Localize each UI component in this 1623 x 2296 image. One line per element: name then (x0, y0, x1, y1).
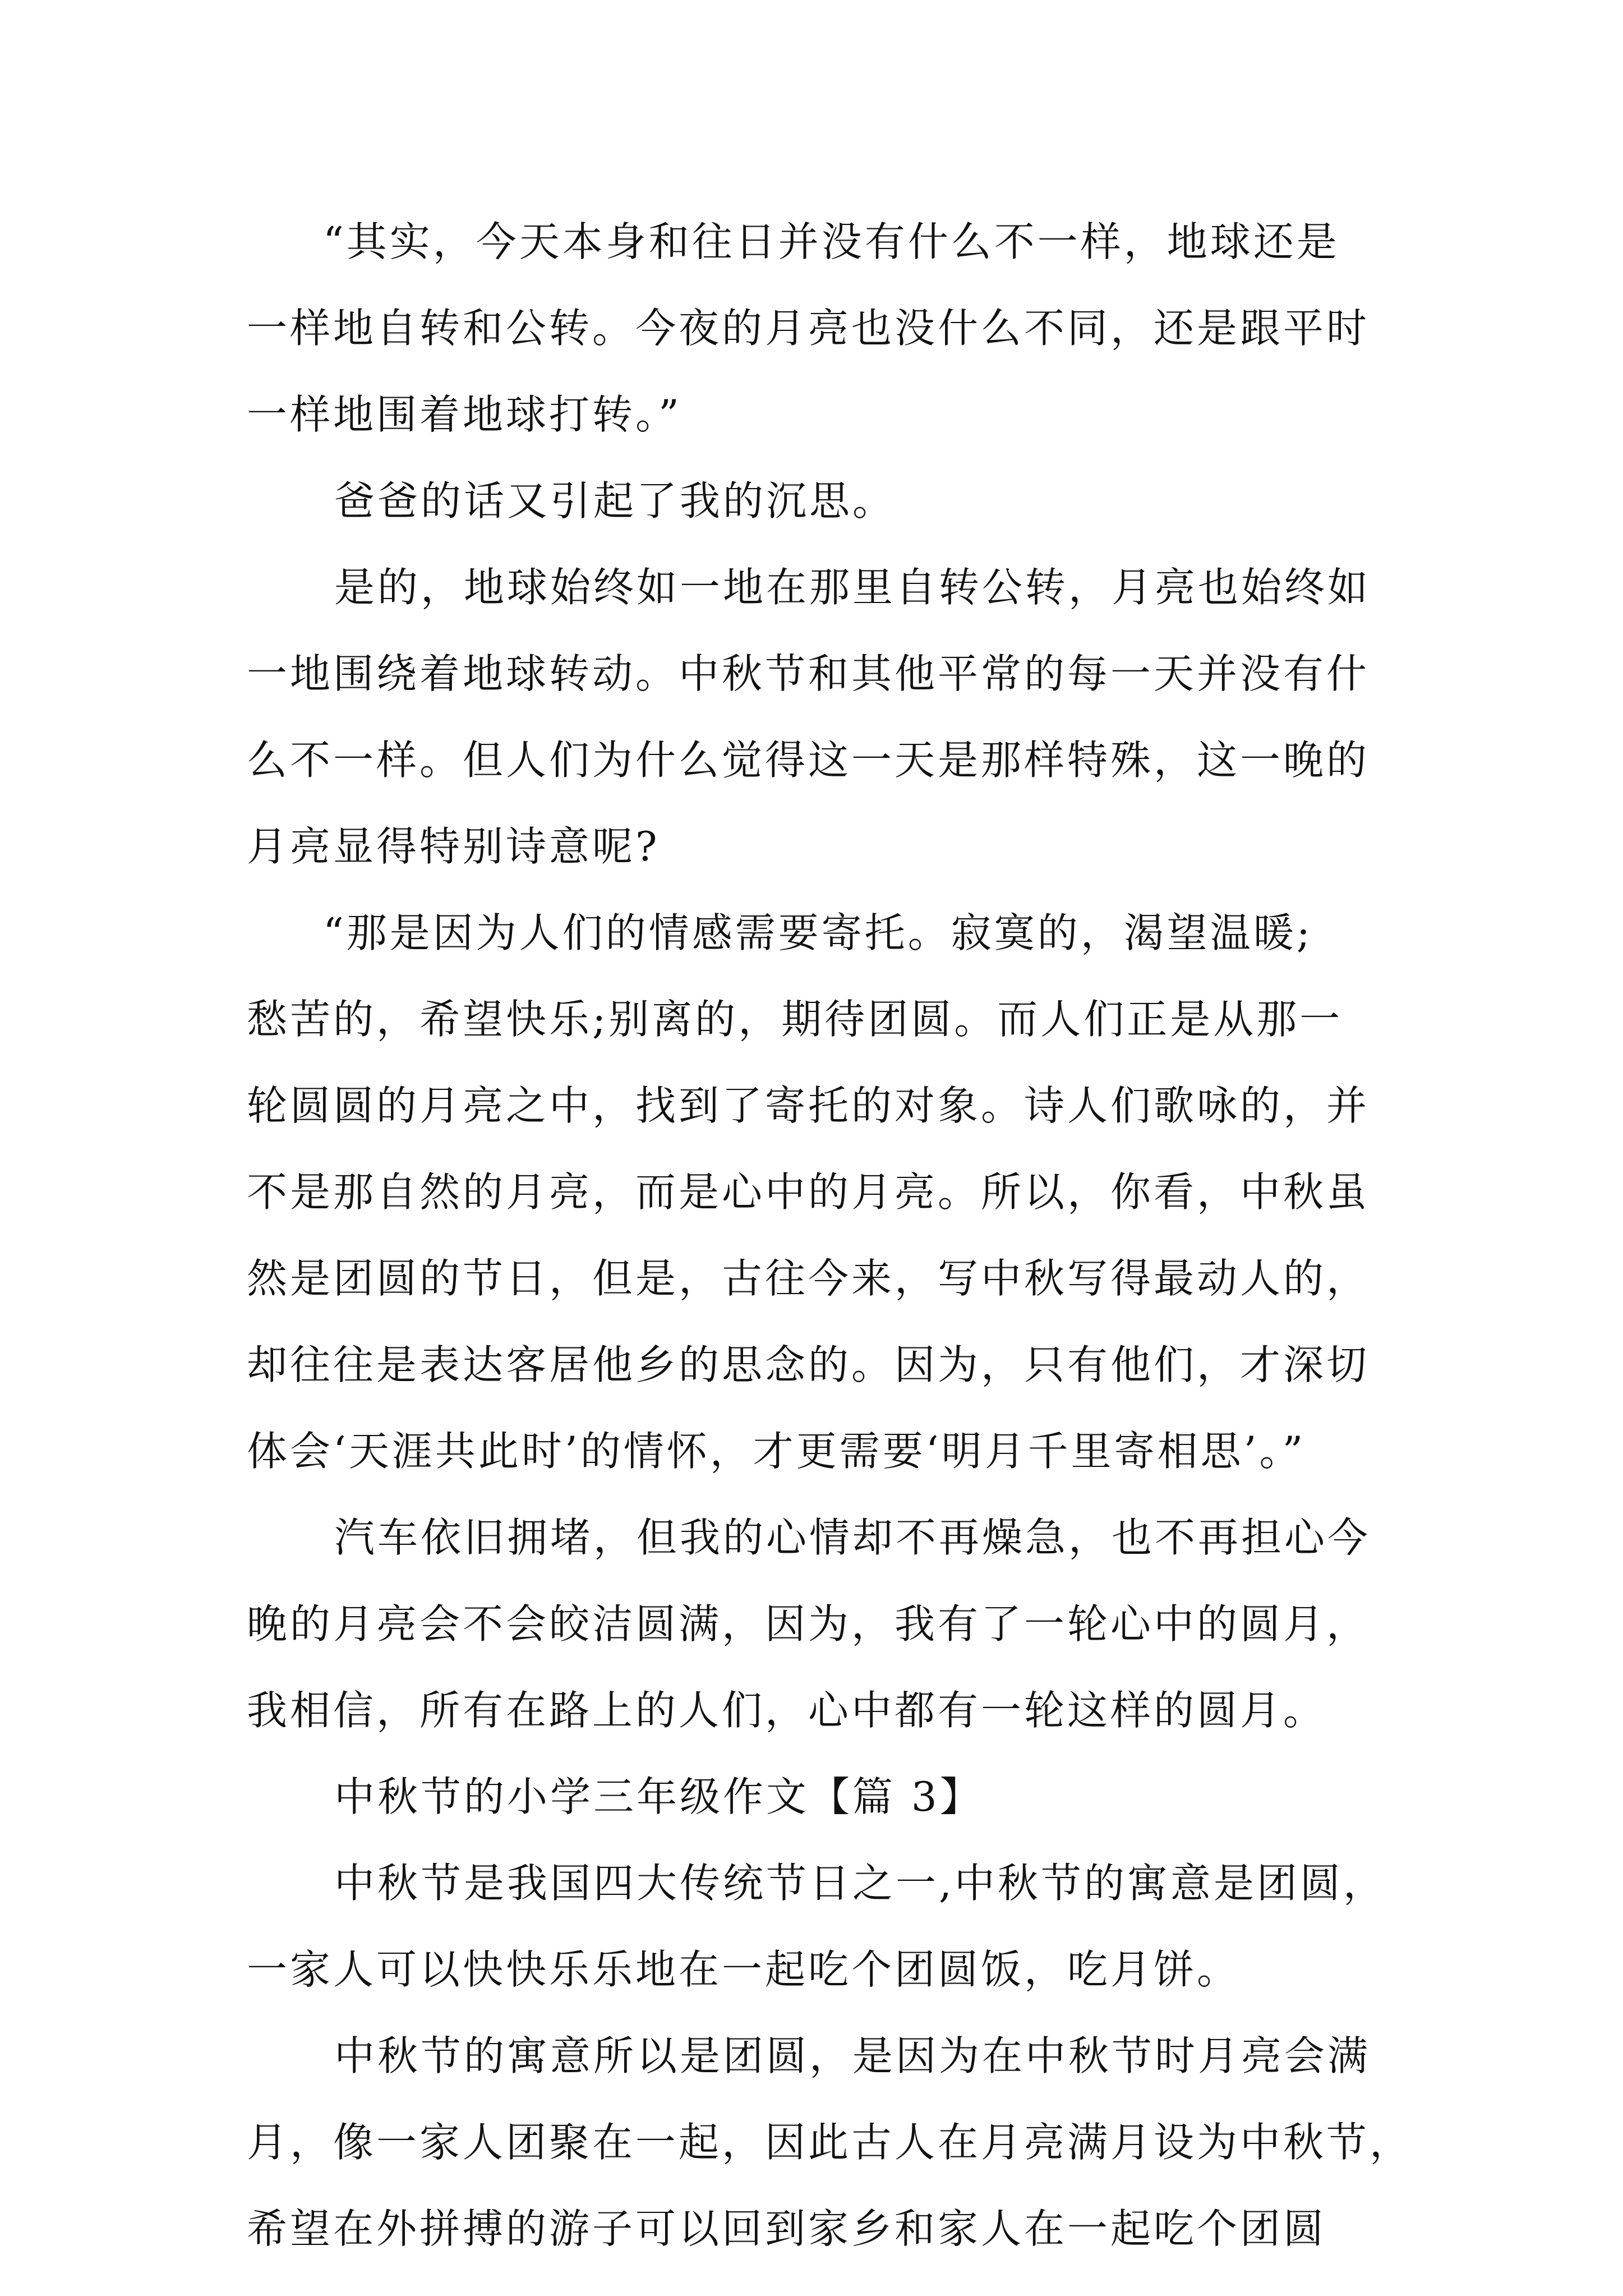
text-line: 我相信，所有在路上的人们，心中都有一轮这样的圆月。 (247, 1687, 1327, 1734)
text-line: 愁苦的，希望快乐;别离的，期待团圆。而人们正是从那一 (247, 996, 1343, 1043)
text-line: 么不一样。但人们为什么觉得这一天是那样特殊，这一晚的 (247, 737, 1370, 784)
text-line: 月亮显得特别诗意呢? (247, 823, 660, 870)
section-heading: 中秋节的小学三年级作文【篇 3】 (334, 1773, 983, 1820)
text-line: 轮圆圆的月亮之中，找到了寄托的对象。诗人们歌咏的，并 (247, 1082, 1370, 1129)
text-line: 体会‘天涯共此时’的情怀，才更需要‘明月千里寄相思’。” (247, 1428, 1306, 1475)
text-line: 中秋节的寓意所以是团圆，是因为在中秋节时月亮会满 (334, 2032, 1371, 2079)
text-line: 一样地围着地球打转。” (247, 391, 682, 438)
text-line: 一家人可以快快乐乐地在一起吃个团圆饭，吃月饼。 (247, 1946, 1241, 1993)
text-line: “其实，今天本身和往日并没有什么不一样，地球还是 (323, 218, 1340, 265)
text-line: 一样地自转和公转。今夜的月亮也没什么不同，还是跟平时 (247, 305, 1370, 352)
text-line: 爸爸的话又引起了我的沉思。 (334, 477, 896, 524)
text-line: 是的，地球始终如一地在那里自转公转，月亮也始终如 (334, 564, 1371, 611)
text-line: 月，像一家人团聚在一起，因此古人在月亮满月设为中秋节， (247, 2119, 1413, 2166)
text-line: 中秋节是我国四大传统节日之一,中秋节的寓意是团圆， (334, 1860, 1386, 1907)
text-line: 汽车依旧拥堵，但我的心情却不再燥急，也不再担心今 (334, 1514, 1371, 1561)
text-line: 希望在外拼搏的游子可以回到家乡和家人在一起吃个团圆 (247, 2205, 1327, 2252)
text-line: “那是因为人们的情感需要寄托。寂寞的，渴望温暖; (323, 909, 1313, 956)
text-line: 却往往是表达客居他乡的思念的。因为，只有他们，才深切 (247, 1341, 1370, 1388)
text-line: 不是那自然的月亮，而是心中的月亮。所以，你看，中秋虽 (247, 1168, 1370, 1216)
text-line: 一地围绕着地球转动。中秋节和其他平常的每一天并没有什 (247, 650, 1370, 697)
text-line: 晚的月亮会不会皎洁圆满，因为，我有了一轮心中的圆月， (247, 1600, 1370, 1648)
text-line: 然是团圆的节日，但是，古往今来，写中秋写得最动人的， (247, 1255, 1370, 1302)
